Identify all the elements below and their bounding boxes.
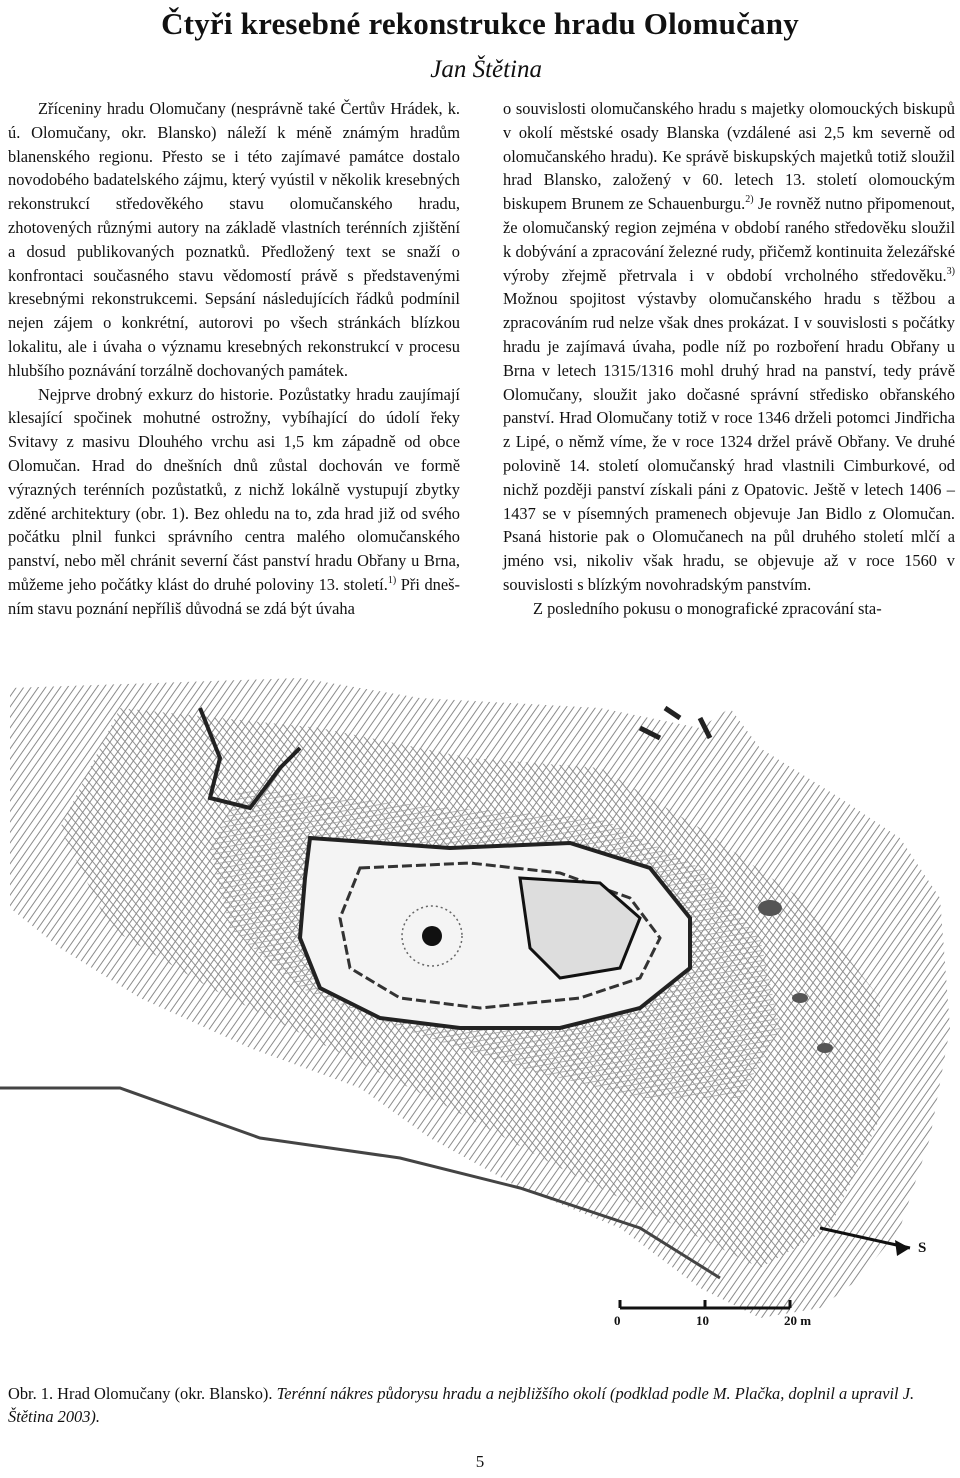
paragraph: [8, 383, 460, 621]
page-number: 5: [475, 1452, 485, 1471]
castle-terrain-plan: [0, 668, 960, 1368]
terrain-pit: [758, 900, 782, 916]
paragraph: Z posledního pokusu o monografické zpracování sta-: [533, 598, 882, 618]
paragraph: [503, 97, 955, 597]
caption-text: Terénní nákres půdorysu hradu a nejbližšího okolí (podklad podle M. Plačka, doplnil a upravil J. Štětina 2003).: [8, 1384, 915, 1426]
north-arrow-head: [895, 1240, 910, 1256]
article-title: Čtyři kresebné rekonstrukce hradu Olomučany: [161, 6, 799, 41]
footnote-ref: 2): [745, 194, 754, 206]
scale-label-10: 10: [696, 1313, 709, 1328]
terrain-drawing: [0, 668, 960, 1368]
paragraph-text: Nejprve drobný exkurz do historie. Pozůstatky hradu zaujímají klesající spočinek mohutné ostrožny, vybíhající do údolí řeky Svitavy z masivu Dlouhého vrchu asi 1,5 km západně od obce Olomučan. Hrad do dnešních dnů zůstal dochován ve formě výrazných terénních pozůstatků, z nichž lokálně vystupují zbytky zděné architektury (obr. 1). Bez ohledu na to, zda hrad již od svého počátku plnil funkci správního centra malého olomučanského panství, nebo měl chránit severní část panství hradu Obřany u Brna, můžeme jeho počátky klást do druhé poloviny 13. století.: [8, 384, 460, 594]
left-column: [8, 97, 460, 621]
footnote-ref: 3): [946, 265, 955, 277]
paragraph-text: Možnou spojitost výstavby olomučanského hradu s těžbou a zpracováním rud nelze však dnes prokázat. I v souvislosti s počátky hradu je zajímavá úvaha, podle níž po rozboření hradu Obřany u Brna v letech 1315/1316 mohl druhý hrad na panství, tedy právě Olomučany, sloužit jako dočasné správní středisko obřanského panství. Hrad Olomučany totiž v roce 1346 drželi potomci Jindřicha z Lipé, o němž víme, že v roce 1324 držel právě Obřany. Ve druhé polovině 14. století olomučanský hrad vlastnili Cimburkové, od nichž později panství získali páni z Opatovic. Ještě v letech 1406 – 1437 se v písemných pramenech objevuje Jan Bidlo z Olomučan. Psaná historie pak o Olomučanech na půl druhého století mlčí a jméno vsi, nikoliv však hradu, se objevuje až v roce 1560 v souvislosti s blízkým novohradským panstvím.: [503, 289, 955, 594]
caption-lead: Obr. 1. Hrad Olomučany (okr. Blansko).: [8, 1384, 273, 1403]
north-label: S: [918, 1240, 927, 1256]
footnote-ref: 1): [387, 574, 397, 586]
terrain-pit: [792, 993, 808, 1003]
right-column: [503, 97, 955, 621]
scale-label-0: 0: [614, 1313, 621, 1328]
scale-label-20: 20 m: [784, 1313, 812, 1328]
tower-remains: [422, 926, 442, 946]
paragraph-text: Je rovněž nutno připomenout, že olomučanský region zejména v období raného středověku sloužil k dobývání a zpracování železné rudy, přičemž kontinuita železářské výroby zřejmě přetrvala i v období vrcholného středověku.: [503, 194, 955, 285]
paragraph-text: Při dnešním stavu poznání nepříliš důvodná se zdá být úvaha: [8, 574, 460, 618]
terrain-pit: [817, 1043, 833, 1053]
paragraph: Zříceniny hradu Olomučany (nesprávně také Čertův Hrádek, k. ú. Olomučany, okr. Blansko) náleží k méně známým hradům blanenského regionu. Přesto se i této zajímavé památce dostalo novodobého badatelského zájmu, který vyústil v několik kresebných rekonstrukcí středověkého stavu olomučanského hradu, zhotovených různými autory na základě vlastních terénních zjištění a dosud publikovaných poznatků. Předložený text se snaží o konfrontaci současného stavu vědomostí právě s představenými kresebnými rekonstrukcemi. Sepsání následujících řádků podmínil nejen zájem o konkrétní, autorovi po všech stránkách blízkou lokalitu, ale i úvaha o významu kresebných rekonstrukcí v procesu hlubšího poznávání torzálně dochovaných památek.: [8, 99, 460, 380]
paragraph-text: o souvislosti olomučanského hradu s majetky olomouckých biskupů v okolí městské osady Blanska (vzdálené asi 2,5 km severně od olomučanského hradu). Ke správě biskupských majetků totiž sloužil hrad Blansko, založený v 60. letech 13. století olomouckým biskupem Brunem ze Schauenburgu.: [503, 99, 955, 214]
article-author: Jan Štětina: [430, 56, 542, 83]
figure-caption: [8, 1382, 952, 1428]
